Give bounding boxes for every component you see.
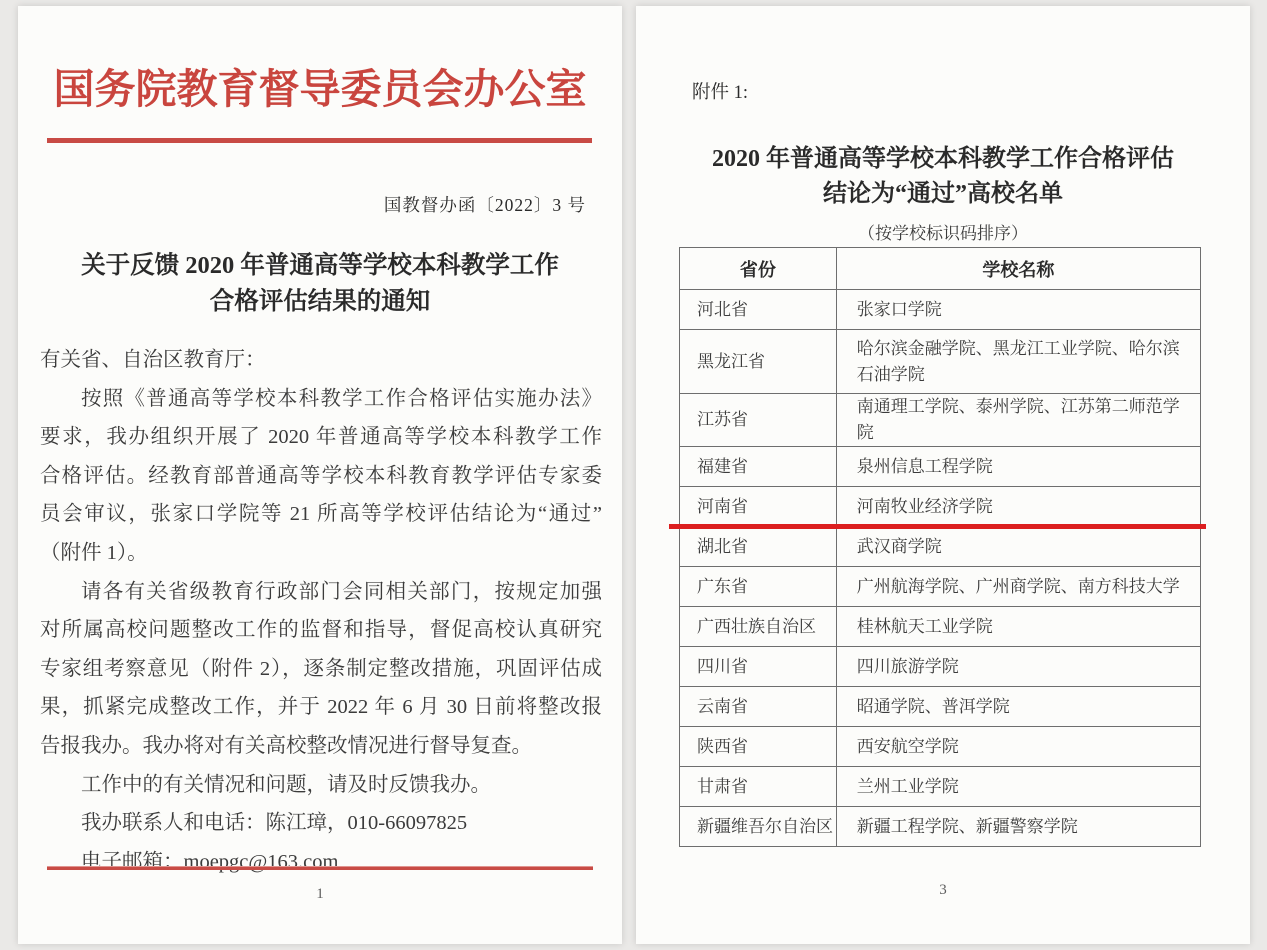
schools-cell: 广州航海学院、广州商学院、南方科技大学 — [836, 567, 1200, 607]
notice-page — [18, 6, 622, 944]
province-cell: 广东省 — [680, 567, 837, 607]
province-column-header: 省份 — [680, 248, 837, 290]
letter-body — [40, 341, 602, 881]
schools-cell: 哈尔滨金融学院、黑龙江工业学院、哈尔滨石油学院 — [836, 330, 1200, 394]
body-line: 告报我办。我办将对有关高校整改情况进行督导复查。 — [40, 734, 532, 757]
schools-cell: 南通理工学院、泰州学院、江苏第二师范学院 — [836, 394, 1200, 447]
province-cell: 云南省 — [680, 687, 837, 727]
table-row — [680, 290, 1201, 330]
province-cell: 黑龙江省 — [680, 330, 837, 394]
province-cell: 河南省 — [680, 487, 837, 527]
table-row — [680, 607, 1201, 647]
body-line: 按照《普通高等学校本科教学工作合格评估实施办法》 — [81, 387, 602, 410]
schools-cell: 张家口学院 — [836, 290, 1200, 330]
body-line: 电子邮箱：moepgc@163.com — [81, 850, 339, 873]
province-cell: 四川省 — [680, 647, 837, 687]
body-line: 请各有关省级教育行政部门会同相关部门，按规定加强 — [81, 580, 602, 603]
table-row — [680, 447, 1201, 487]
schools-cell: 昭通学院、普洱学院 — [836, 687, 1200, 727]
body-line: 要求，我办组织开展了 2020 年普通高等学校本科教学工作 — [40, 426, 602, 449]
body-line: 我办联系人和电话：陈江璋，010-66097825 — [81, 812, 468, 835]
school-column-header: 学校名称 — [836, 248, 1200, 290]
attachment-label: 附件 1: — [692, 83, 749, 103]
table-row — [680, 527, 1201, 567]
schools-cell: 桂林航天工业学院 — [836, 607, 1200, 647]
province-cell: 甘肃省 — [680, 767, 837, 807]
notice-title-line-1: 关于反馈 2020 年普通高等学校本科教学工作 — [81, 252, 559, 279]
highlight-red-line — [669, 524, 1206, 529]
body-line: 果，抓紧完成整改工作，并于 2022 年 6 月 30 日前将整改报 — [40, 696, 602, 719]
attachment-title-line-1: 2020 年普通高等学校本科教学工作合格评估 — [712, 146, 1174, 172]
province-cell: 陕西省 — [680, 727, 837, 767]
table-row — [680, 767, 1201, 807]
schools-table — [679, 247, 1201, 847]
table-row — [680, 330, 1201, 394]
body-line: 有关省、自治区教育厅： — [40, 349, 266, 371]
table-header-row — [680, 248, 1201, 290]
attachment-page — [636, 6, 1250, 944]
province-cell: 广西壮族自治区 — [680, 607, 837, 647]
province-cell: 福建省 — [680, 447, 837, 487]
body-line: 工作中的有关情况和问题，请及时反馈我办。 — [81, 773, 491, 796]
notice-title — [18, 248, 622, 320]
body-line: 专家组考察意见（附件 2），逐条制定整改措施，巩固评估成 — [40, 657, 602, 680]
table-row — [680, 647, 1201, 687]
body-line: （附件 1）。 — [40, 541, 148, 564]
table-row — [680, 727, 1201, 767]
schools-cell: 泉州信息工程学院 — [836, 447, 1200, 487]
page-number: 1 — [316, 886, 324, 902]
table-row — [680, 394, 1201, 447]
table-row — [680, 567, 1201, 607]
schools-cell: 河南牧业经济学院 — [836, 487, 1200, 527]
attachment-title — [636, 142, 1250, 212]
table-row — [680, 687, 1201, 727]
schools-cell: 兰州工业学院 — [836, 767, 1200, 807]
body-line: 合格评估。经教育部普通高等学校本科教育教学评估专家委 — [40, 464, 602, 487]
table-row — [680, 807, 1201, 847]
schools-cell: 武汉商学院 — [836, 527, 1200, 567]
schools-cell: 四川旅游学院 — [836, 647, 1200, 687]
province-cell: 湖北省 — [680, 527, 837, 567]
table-row — [680, 487, 1201, 527]
province-cell: 新疆维吾尔自治区 — [680, 807, 837, 847]
page-number: 3 — [939, 882, 947, 898]
document-number: 国教督办函〔2022〕3 号 — [383, 195, 586, 215]
province-cell: 江苏省 — [680, 394, 837, 447]
attachment-title-line-2: 结论为“通过”高校名单 — [823, 181, 1063, 207]
schools-cell: 新疆工程学院、新疆警察学院 — [836, 807, 1200, 847]
footer-double-rule — [47, 866, 593, 870]
province-cell: 河北省 — [680, 290, 837, 330]
body-line: 对所属高校问题整改工作的监督和指导，督促高校认真研究 — [40, 619, 602, 642]
notice-title-line-2: 合格评估结果的通知 — [209, 288, 431, 315]
masthead-title: 国务院教育督导委员会办公室 — [53, 66, 587, 112]
sort-note: （按学校标识码排序） — [858, 224, 1028, 243]
schools-cell: 西安航空学院 — [836, 727, 1200, 767]
masthead-double-rule — [47, 138, 592, 143]
body-line: 员会审议，张家口学院等 21 所高等学校评估结论为“通过” — [40, 503, 602, 526]
